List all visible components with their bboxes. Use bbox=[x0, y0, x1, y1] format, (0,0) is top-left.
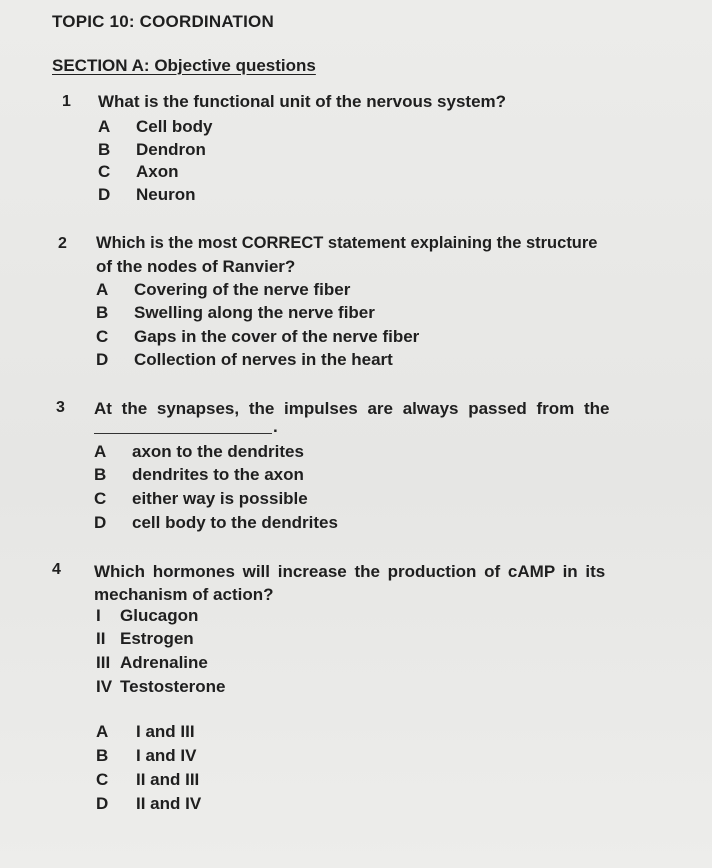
option-item bbox=[96, 327, 419, 347]
option-text: Neuron bbox=[136, 185, 196, 204]
option-text: II and IV bbox=[136, 794, 202, 813]
option-item bbox=[96, 303, 375, 323]
statement-text: Adrenaline bbox=[120, 653, 208, 672]
option-item bbox=[94, 465, 304, 485]
option-item bbox=[94, 489, 308, 509]
option-text: Gaps in the cover of the nerve fiber bbox=[134, 327, 420, 346]
statement-text: Glucagon bbox=[120, 606, 199, 625]
option-item bbox=[96, 280, 350, 300]
option-item bbox=[96, 794, 201, 814]
option-text: axon to the dendrites bbox=[132, 442, 304, 461]
statement-item bbox=[96, 677, 226, 697]
option-letter: A bbox=[96, 280, 109, 299]
option-letter: D bbox=[96, 794, 109, 813]
option-letter: B bbox=[96, 303, 109, 322]
option-text: cell body to the dendrites bbox=[132, 513, 338, 532]
option-item bbox=[94, 442, 304, 462]
question-number: 1 bbox=[62, 93, 71, 110]
question-number: 2 bbox=[58, 235, 67, 252]
option-text: Cell body bbox=[136, 117, 213, 136]
question-text-line: of the nodes of Ranvier? bbox=[96, 257, 296, 276]
option-item bbox=[98, 162, 179, 182]
option-letter: C bbox=[96, 327, 109, 346]
statement-item bbox=[96, 606, 198, 626]
option-letter: D bbox=[98, 185, 111, 204]
option-text: Swelling along the nerve fiber bbox=[134, 303, 375, 322]
option-letter: B bbox=[94, 465, 107, 484]
statement-text: Testosterone bbox=[120, 677, 226, 696]
option-text: Axon bbox=[136, 162, 179, 181]
option-item bbox=[94, 513, 338, 533]
option-item bbox=[96, 722, 195, 742]
question-text-line: Which is the most CORRECT statement explaining the structure bbox=[96, 234, 598, 252]
option-letter: D bbox=[94, 513, 107, 532]
question-text: At the synapses, the impulses are always passed from the bbox=[94, 399, 610, 418]
question-number: 4 bbox=[52, 561, 61, 578]
question-text-line: Which hormones will increase the production of cAMP in its bbox=[94, 562, 606, 581]
option-letter: A bbox=[96, 722, 109, 741]
option-text: II and III bbox=[136, 770, 200, 789]
option-item bbox=[98, 185, 196, 205]
option-text: either way is possible bbox=[132, 489, 308, 508]
option-letter: A bbox=[94, 442, 107, 461]
question-number: 3 bbox=[56, 399, 65, 416]
option-letter: C bbox=[98, 162, 111, 181]
question-text: What is the functional unit of the nervous system? bbox=[98, 92, 507, 111]
question-text-line: mechanism of action? bbox=[94, 585, 274, 604]
option-text: Dendron bbox=[136, 140, 206, 159]
option-text: I and III bbox=[136, 722, 195, 741]
option-item bbox=[96, 350, 393, 370]
statement-numeral: I bbox=[96, 606, 101, 625]
answer-blank bbox=[94, 433, 272, 434]
section-title: SECTION A: Objective questions bbox=[52, 56, 316, 75]
option-letter: C bbox=[94, 489, 107, 508]
option-text: I and IV bbox=[136, 746, 197, 765]
option-text: Covering of the nerve fiber bbox=[134, 280, 351, 299]
option-letter: D bbox=[96, 350, 109, 369]
option-item bbox=[98, 117, 213, 137]
option-item bbox=[96, 770, 199, 790]
statement-numeral: IV bbox=[96, 677, 113, 696]
option-text: dendrites to the axon bbox=[132, 465, 304, 484]
statement-numeral: II bbox=[96, 629, 106, 648]
topic-title: TOPIC 10: COORDINATION bbox=[52, 12, 274, 31]
statement-text: Estrogen bbox=[120, 629, 194, 648]
statement-item bbox=[96, 629, 194, 649]
option-letter: B bbox=[98, 140, 111, 159]
option-item bbox=[96, 746, 196, 766]
option-item bbox=[98, 140, 206, 160]
statement-numeral: III bbox=[96, 653, 111, 672]
statement-item bbox=[96, 653, 208, 673]
option-letter: C bbox=[96, 770, 109, 789]
option-letter: B bbox=[96, 746, 109, 765]
blank-end-punctuation: . bbox=[273, 417, 278, 436]
option-text: Collection of nerves in the heart bbox=[134, 350, 393, 369]
option-letter: A bbox=[98, 117, 111, 136]
